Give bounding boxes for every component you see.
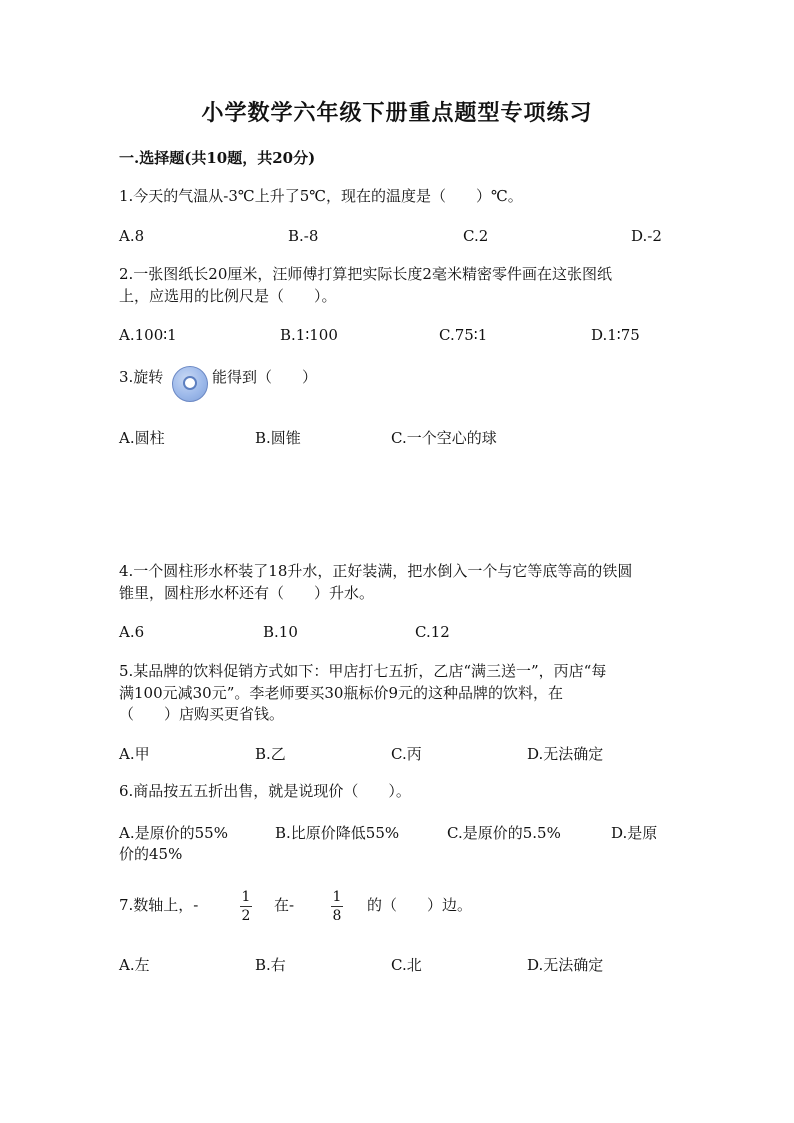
question-2-line-1: 2.一张图纸长20厘米，汪师傅打算把实际长度2毫米精密零件画在这张图纸: [119, 265, 612, 283]
question-6: 6.商品按五五折出售，就是说现价（ ）。: [119, 782, 411, 800]
question-4-line-1: 4.一个圆柱形水杯装了18升水，正好装满，把水倒入一个与它等底等高的铁圆: [119, 562, 633, 580]
q1-option-a: A.8: [119, 227, 145, 245]
q2-option-d: D.1∶75: [591, 326, 640, 344]
question-5-line-2: 满100元减30元”。李老师要买30瓶标价9元的这种品牌的饮料，在: [119, 684, 564, 702]
fraction-1-numerator: 1: [241, 889, 251, 905]
fraction-one-eighth: [330, 889, 344, 924]
q1-option-c: C.2: [463, 227, 489, 245]
question-3-after: 能得到（ ）: [212, 368, 318, 386]
q3-option-c: C.一个空心的球: [391, 429, 497, 447]
q1-option-d: D.-2: [631, 227, 662, 245]
fraction-one-half: [239, 889, 253, 924]
q5-option-c: C.丙: [391, 745, 422, 763]
q6-option-b: B.比原价降低55%: [275, 824, 400, 842]
q7-option-a: A.左: [119, 956, 150, 974]
question-1: 1.今天的气温从-3℃上升了5℃，现在的温度是（ ）℃。: [119, 187, 523, 205]
q2-option-c: C.75∶1: [439, 326, 488, 344]
q5-option-d: D.无法确定: [527, 745, 604, 763]
page-title: 小学数学六年级下册重点题型专项练习: [201, 100, 593, 126]
q3-option-a: A.圆柱: [119, 429, 165, 447]
q7-option-c: C.北: [391, 956, 422, 974]
question-5-line-1: 5.某品牌的饮料促销方式如下：甲店打七五折，乙店“满三送一”，丙店“每: [119, 662, 607, 680]
q1-option-b: B.-8: [288, 227, 319, 245]
q3-option-b: B.圆锥: [255, 429, 301, 447]
q4-option-a: A.6: [119, 623, 145, 641]
q6-option-a: A.是原价的55%: [119, 824, 228, 842]
fraction-2-denominator: 8: [332, 908, 342, 924]
q4-option-c: C.12: [415, 623, 450, 641]
question-4-line-2: 锥里，圆柱形水杯还有（ ）升水。: [119, 584, 375, 602]
ring-shape-icon: [172, 366, 208, 402]
q7-option-b: B.右: [255, 956, 286, 974]
question-7-part-2: 在-: [274, 896, 295, 914]
q6-option-c: C.是原价的5.5%: [447, 824, 561, 842]
q7-option-d: D.无法确定: [527, 956, 604, 974]
section-heading: 一.选择题(共10题，共20分): [119, 149, 316, 167]
question-7-part-1: 7.数轴上，-: [119, 896, 199, 914]
question-3-before: 3.旋转: [119, 368, 164, 386]
fraction-2-numerator: 1: [332, 889, 342, 905]
question-5-line-3: （ ）店购买更省钱。: [119, 705, 285, 723]
q2-option-a: A.100∶1: [119, 326, 177, 344]
q5-option-b: B.乙: [255, 745, 286, 763]
q6-option-d: D.是原: [611, 824, 658, 842]
question-7-part-3: 的（ ）边。: [367, 896, 473, 914]
q2-option-b: B.1∶100: [280, 326, 338, 344]
fraction-1-denominator: 2: [241, 908, 251, 924]
question-2-line-2: 上，应选用的比例尺是（ ）。: [119, 287, 337, 305]
q4-option-b: B.10: [263, 623, 298, 641]
q5-option-a: A.甲: [119, 745, 150, 763]
q6-option-d-wrap: 价的45%: [119, 845, 183, 863]
